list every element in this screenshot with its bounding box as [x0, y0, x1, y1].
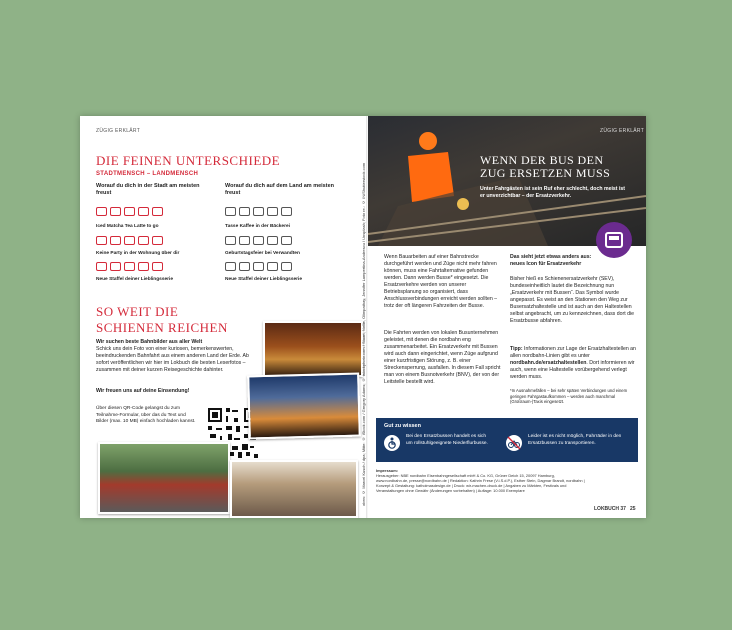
train-interior-photo: [263, 321, 363, 377]
left-kicker: ZÜGIG ERKLÄRT: [96, 128, 141, 134]
gutter: [366, 116, 368, 518]
magazine-spread: [80, 116, 646, 518]
land-cake-icons: [225, 236, 292, 245]
info-box: [376, 418, 638, 462]
section2-title-line2: SCHIENEN REICHEN: [96, 320, 228, 335]
land-tv-icons: [225, 262, 292, 271]
imprint-title: Impressum:: [376, 468, 399, 473]
hero-title-line1: WENN DER BUS DEN: [480, 153, 604, 167]
left-page: [80, 116, 366, 518]
city-cup-icons: [96, 207, 163, 216]
land-coffee-icons: [225, 207, 292, 216]
imprint-text: Herausgeber: NBE nordbahn Eisenbahngesellschaft mbH & Co. KG, Grüner Deich 15, 20097 Hamburg, www.nordbahn.de, presse@nordbahn.de | Redaktion: Kathrin Frese (V.i.S.d.P.), Esther Stein, Dagmar Brandt, nordbahn | Konzept & Gestaltung: katholmasdesign.de | Druck: wir-machen-druck.de | Angaben zu Märkten, Festivals und Veranstaltungen ohne Gewähr (Änderungen vorbehalten) | Auflage: 10.000 Exemplare: [376, 473, 585, 493]
city-bed-icons: [96, 236, 163, 245]
column2-paragraph1: Bisher hieß es Schienenersatzverkehr (SEV), bundeseinheitlich lautet die Bezeichnung nun „Ersatzverkehr mit Bussen“. Das Symbol wurde angepasst. Es weist an den Stationen den Weg zur Busersatzhaltestelle und ist auch an den Haltestellen selbst angebracht, um zu kennzeichnen, dass dort die Ersatzbusse abfahren.: [510, 276, 634, 324]
ersatzverkehr-bus-icon: [596, 222, 632, 258]
footer-magazine: LOKBUCH 37: [594, 506, 626, 512]
section2-lead: Wir suchen beste Bahnbilder aus aller Welt: [96, 339, 203, 345]
right-page: [368, 116, 646, 518]
column1-paragraph2: Die Fahrten werden von lokalen Busunternehmen geleistet, mit denen die nordbahn eng zusammenarbeitet. Ein Ersatzverkehr mit Bussen wird auch dann eingerichtet, wenn Züge aufgrund einer kurzfristigen Störung, z. B. einer Streckensperrung, ausfallen. In diesem Fall spricht man von einem Busnotverkehr (BNV), der von der Leitstelle bestellt wird.: [384, 330, 501, 385]
column1-paragraph1: Wenn Bauarbeiten auf einer Bahnstrecke durchgeführt werden und Züge nicht mehr fahren können, muss eine Fahrtalternative gefunden werden. Dann werden Busse* eingesetzt. Die Ersatzverkehre werden von unserer Betriebsplanung so organisiert, dass Anschlussverbindungen erreicht werden sollten – trotz der oft längeren Fahrzeiten der Busse.: [384, 254, 498, 309]
section1-title: DIE FEINEN UNTERSCHIEDE: [96, 153, 281, 168]
qr-description: Über diesen QR-Code gelangst du zum Teilnahme-Formular, über das du Text und Bilder (max. 10 MB) einfach hochladen kannst.: [96, 406, 196, 424]
section1-subtitle: STADTMENSCH – LANDMENSCH: [96, 171, 199, 177]
tip-end: . Dort informieren wir auch, wenn eine Haltestelle vorübergehend verlegt werden muss.: [510, 360, 635, 380]
info-box-title: Gut zu wissen: [384, 423, 421, 429]
city-item-3: Neue Staffel deiner Lieblingsserie: [96, 277, 174, 282]
tip-link[interactable]: nordbahn.de/ersatzhaltestellen: [510, 360, 587, 366]
tip-label: Tipp:: [510, 346, 523, 352]
wheelchair-icon: [384, 435, 400, 451]
land-column-heading: Worauf du dich auf dem Land am meisten freust: [225, 183, 334, 196]
photo-credit: oben: © Marcel Kusch / dpa; Mitte: © iStock.com / Gregory Adams; © istockphoto.com / Stuart, Nollie, Olimpathay, Jennifer Lampertina-Andrescu / Unsplash; Foto re.: © IN/Shutterstock.com: [361, 162, 366, 506]
land-item-1: Tasse Kaffee in der Bäckerei: [225, 224, 290, 229]
section2-title-line1: SO WEIT DIE: [96, 304, 179, 319]
crowd-station-photo: [230, 460, 358, 518]
section2-cta: Wir freuen uns auf deine Einsendung!: [96, 388, 190, 394]
hero-title-line2: ZUG ERSETZEN MUSS: [480, 166, 611, 180]
city-item-2: Keine Party in der Wohnung über dir: [96, 251, 180, 256]
column2-note: *In Ausnahmefällen – bei sehr späten Verbindungen und einem geringen Fahrgastaufkommen – werden auch manchmal (Großraum-)Taxis eingesetzt.: [510, 388, 628, 404]
sunset-rail-photo: [247, 373, 361, 440]
hero-subtitle: Unter Fahrgästen ist sein Ruf eher schlecht, doch meist ist er unverzichtbar – der Ersatzverkehr.: [480, 186, 625, 199]
no-bicycle-icon: [506, 435, 522, 451]
imprint: [376, 468, 586, 493]
city-column-heading: Worauf du dich in der Stadt am meisten freust: [96, 183, 200, 196]
land-item-2: Geburtstagsfeier bei Verwandten: [225, 251, 300, 256]
land-item-3: Neue Staffel deiner Lieblingsserie: [225, 277, 303, 282]
city-item-1: Iced Matcha Tea Latte to go: [96, 224, 159, 229]
info-bicycle-text: Leider ist es nicht möglich, Fahrräder in den Ersatzbussen zu transportieren.: [528, 434, 622, 446]
column2-heading: Das sieht jetzt etwas anders aus: neues Icon für Ersatzverkehr: [510, 254, 592, 267]
column2-tip: [510, 346, 638, 381]
city-tv-icons: [96, 262, 163, 271]
page-number: 25: [630, 506, 636, 512]
right-kicker: ZÜGIG ERKLÄRT: [600, 128, 645, 134]
section2-body: Schick uns dein Foto von einer kuriosen, bemerkenswerten, beeindruckenden Bahnfahrt aus einem anderen Land der Erde. Ab sofort veröffentlichen wir hier im Lokbuch die besten Leserfotos – zusammen mit deiner kurzen Reisegeschichte dahinter.: [96, 346, 249, 373]
red-train-photo: [98, 442, 230, 514]
tip-text: Informationen zur Lage der Ersatzhaltestellen an allen nordbahn-Linien gibt es unter: [510, 346, 636, 359]
info-wheelchair-text: Bei den Ersatzbussen handelt es sich um rollstuhlgeeignete Niederflurbusse.: [406, 434, 488, 446]
